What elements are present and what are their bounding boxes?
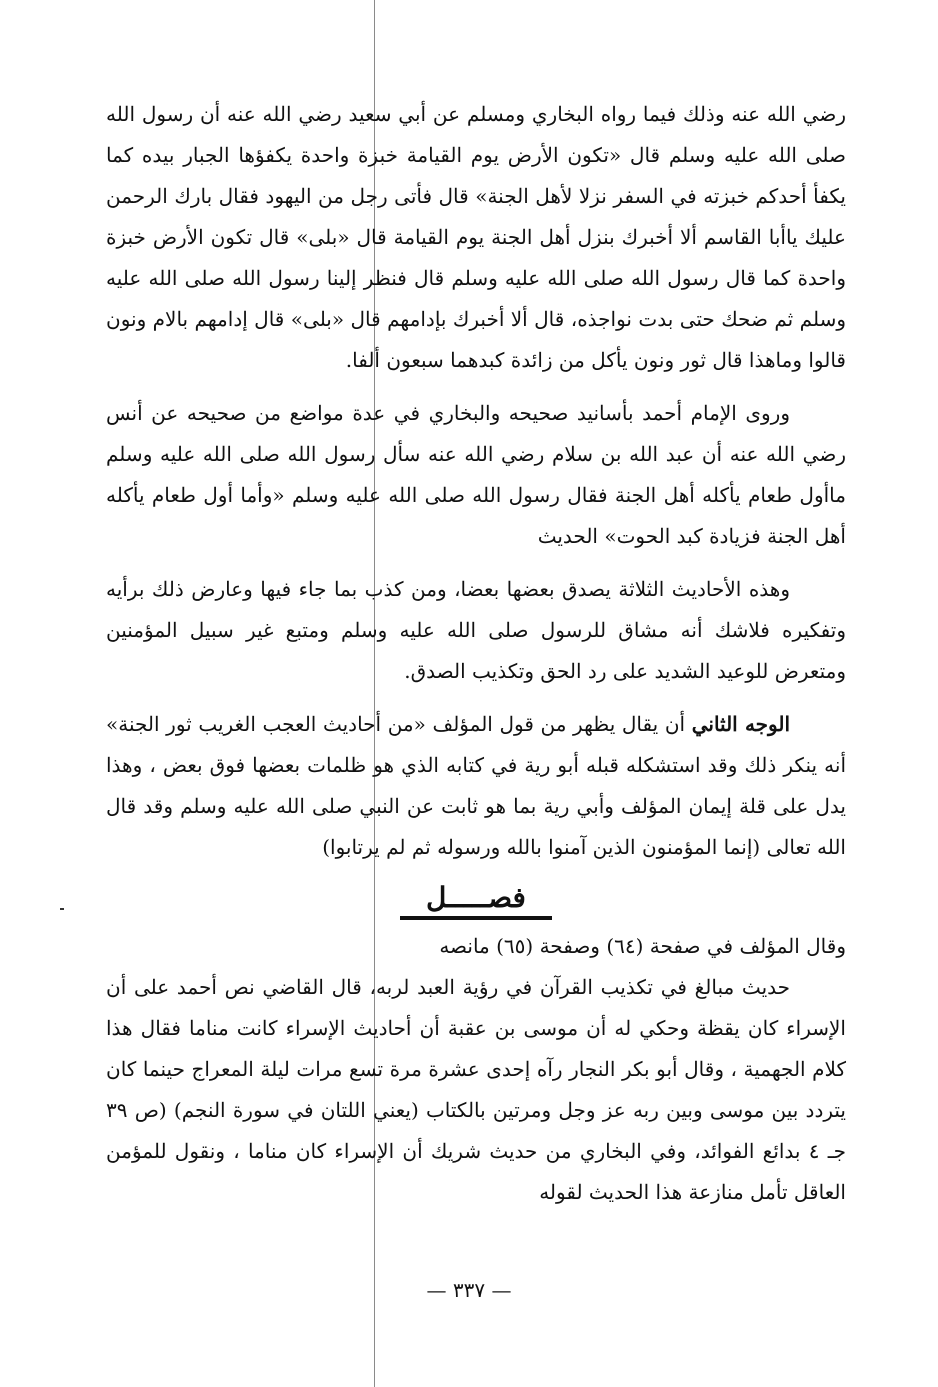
- scan-speck: [60, 908, 64, 910]
- paragraph-hadith-bread: رضي الله عنه وذلك فيما رواه البخاري ومسلم عن أبي سعيد رضي الله عنه أن رسول الله صلى الله عليه وسلم قال «تكون الأرض يوم القيامة خبزة واحدة يكفؤها الجبار بيده كما يكفأ أحدكم خبزته في السفر نزلا لأهل الجنة» قال فأتى رجل من اليهود فقال بارك الرحمن عليك ياأبا القاسم ألا أخبرك بنزل أهل الجنة يوم القيامة قال «بلى» قال تكون الأرض خبزة واحدة كما قال رسول الله صلى الله عليه وسلم قال فنظر إلينا رسول الله صلى الله عليه وسلم ثم ضحك حتى بدت نواجذه، قال ألا أخبرك بإدامهم قال «بلى» قال إدامهم بالام ونون قالوا وماهذا قال ثور ونون يأكل من زائدة كبدهما سبعون ألفا.: [106, 102, 846, 372]
- author-quote-intro: وقال المؤلف في صفحة (٦٤) وصفحة (٦٥) مانصه: [439, 934, 846, 958]
- section-title-label: فصـــــل: [400, 880, 552, 920]
- paragraph-second-aspect: [106, 704, 846, 868]
- section-title: [106, 876, 846, 920]
- paragraph-imam-ahmad-narration: وروى الإمام أحمد بأسانيد صحيحه والبخاري في عدة مواضع من صحيحه عن أنس رضي الله عنه أن عبد الله بن سلام رضي الله عنه سأل رسول الله صلى الله عليه وسلم ماأول طعام يأكله أهل الجنة فقال رسول الله صلى الله عليه وسلم «وأما أول طعام يأكله أهل الجنة فزيادة كبد الحوت» الحديث: [106, 401, 846, 548]
- second-aspect-text: أن يقال يظهر من قول المؤلف «من أحاديث العجب الغريب ثور الجنة» أنه ينكر ذلك وقد استشكله قبله أبو رية في كتابه الذي هو ظلمات بعضها فوق بعض ، وهذا يدل على قلة إيمان المؤلف وأبي رية بما هو ثابت عن النبي صلى الله عليه وسلم وقد قال الله تعالى (إنما المؤمنون الذين آمنوا بالله ورسوله ثم لم يرتابوا): [106, 712, 846, 859]
- body-text: [106, 94, 846, 1213]
- second-aspect-heading: الوجه الثاني: [691, 712, 791, 736]
- page-number: — ٣٣٧ —: [426, 1278, 512, 1302]
- paragraph-three-hadiths: وهذه الأحاديث الثلاثة يصدق بعضها بعضا، ومن كذب بما جاء فيها وعارض ذلك برأيه وتفكيره فلاشك أنه مشاق للرسول صلى الله عليه وسلم ومتبع غير سبيل المؤمنين ومتعرض للوعيد الشديد على رد الحق وتكذيب الصدق.: [106, 577, 846, 683]
- paragraph-isra-quote: حديث مبالغ في تكذيب القرآن في رؤية العبد لربه، قال القاضي نص أحمد على أن الإسراء كان يقظة وحكي له أن موسى بن عقبة أن أحاديث الإسراء كانت مناما فقال هذا كلام الجهمية ، وقال أبو بكر النجار رآه إحدى عشرة مرة تسع مرات ليلة المعراج حينما كان يتردد بين موسى وبين ربه عز وجل ومرتين بالكتاب (يعني اللتان في سورة النجم) (ص ٣٩ جـ ٤ بدائع الفوائد، وفي البخاري من حديث شريك أن الإسراء كان مناما ، ونقول للمؤمن العاقل تأمل منازعة هذا الحديث لقوله: [106, 975, 846, 1204]
